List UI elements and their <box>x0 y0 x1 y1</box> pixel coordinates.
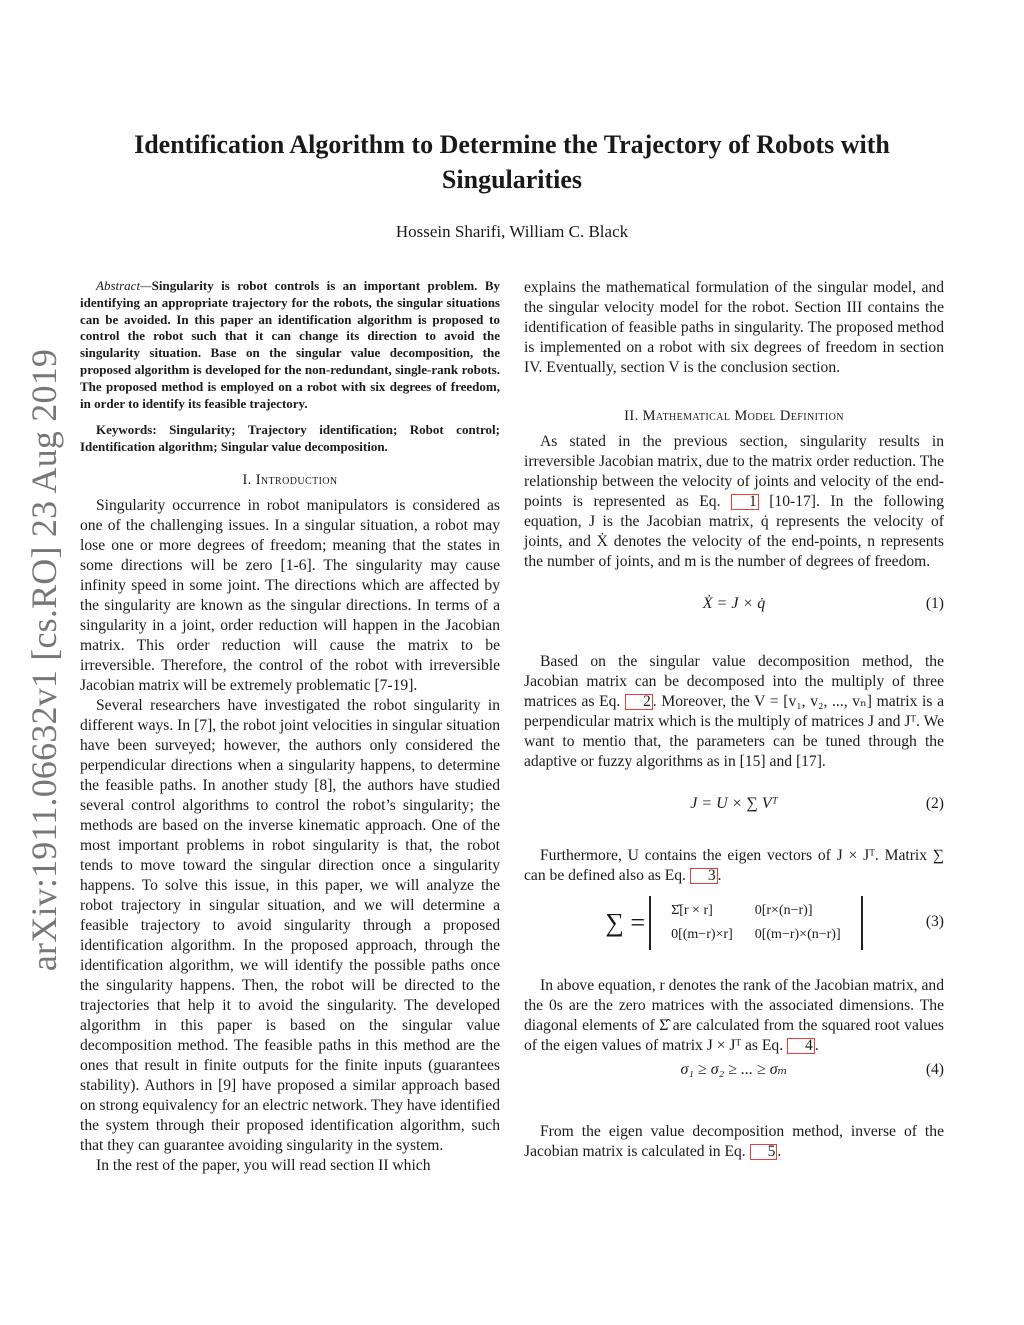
text-run: . <box>777 1143 782 1160</box>
equation-2 <box>524 794 944 846</box>
right-column <box>524 278 944 1162</box>
model-paragraph-2 <box>524 652 944 772</box>
model-paragraph-1 <box>524 432 944 572</box>
section-title: Mathematical Model Definition <box>642 408 844 424</box>
equation-link[interactable]: 5 <box>750 1144 778 1160</box>
equation-number: (2) <box>925 795 944 812</box>
equation-number: (4) <box>925 1061 944 1078</box>
equation-1 <box>524 594 944 638</box>
equation-number: (1) <box>925 595 944 612</box>
left-column <box>80 278 500 1176</box>
equation-link[interactable]: 4 <box>787 1038 815 1054</box>
keywords: Keywords: Singularity; Trajectory identification; Robot control; Identification algorithm; Singular value decomposition. <box>80 422 500 455</box>
section-title: Introduction <box>255 471 338 488</box>
equation-lhs: ∑ = <box>605 908 646 937</box>
intro-continuation: explains the mathematical formulation of the singular model, and the singular velocity model for the robot. Section III contains the identification of feasible paths in singularity. The proposed method is implemented on a robot with six degrees of freedom in section IV. Eventually, section V is the conclusion section. <box>524 279 944 376</box>
equation-link[interactable]: 3 <box>690 868 718 884</box>
paper-title: Identification Algorithm to Determine the Trajectory of Robots with Singularities <box>134 130 890 194</box>
matrix-cell: 0[r×(n−r)] <box>754 903 813 918</box>
model-paragraph-5 <box>524 1122 944 1162</box>
text-run: In above equation, r denotes the rank of the Jacobian matrix, and the 0s are the zero matrices with the associated dimensions. The diagonal elements of Σ̂ are calculated from the squared root values of the eigen values of matrix J × Jᵀ as Eq. <box>524 977 944 1054</box>
section-heading-introduction <box>80 470 500 490</box>
model-paragraph-3 <box>524 846 944 886</box>
section-number: II. <box>624 408 639 424</box>
text-run: As stated in the previous section, singularity results in irreversible Jacobian matrix, due to the matrix order reduction. The relationship between the velocity of joints and velocity of the end-points is represented as Eq. <box>524 433 944 510</box>
section-heading-model <box>524 406 944 426</box>
equation-number: (3) <box>925 913 944 930</box>
equation-link[interactable]: 2 <box>625 694 653 710</box>
abstract <box>80 278 500 412</box>
matrix-cell: 0[(m−r)×(n−r)] <box>754 927 841 942</box>
intro-paragraph-1: Singularity occurrence in robot manipulators is considered as one of the challenging issues. In a singular situation, a robot may lose one or more degrees of freedom; meaning that the states in some directions will be zero [1-6]. The singularity may cause infinity speed in some joint. The directions which are affected by the singularity are known as the singular directions. In terms of a singularity in a joint, order reduction will happen in the Jacobian matrix. This order reduction will cause the matrix to be irreversible. Therefore, the control of the robot with irreversible Jacobian matrix will be extremely problematic [7-19]. <box>80 496 500 694</box>
matrix-cell: 0[(m−r)×r] <box>671 927 733 942</box>
matrix-cell: Σ̂[r × r] <box>671 903 713 918</box>
equation-body: J = U × ∑ Vᵀ <box>690 795 778 812</box>
arxiv-side-stamp <box>24 348 64 972</box>
text-run: Based on the singular value decomposition method, the Jacobian matrix can be decomposed into the multiply of three matrices as Eq. <box>524 653 944 710</box>
text-run: . <box>814 1037 819 1054</box>
equation-4 <box>524 1060 944 1112</box>
equation-body: Ẋ = J × q̇ <box>702 595 766 612</box>
text-run: [10-17]. In the following equation, J is the Jacobian matrix, q̇ represents the velocity of joints, and Ẋ denotes the velocity of the end-points, n represents the number of joints, and m is the number of degrees of freedom. <box>524 493 945 570</box>
text-run: From the eigen value decomposition method, inverse of the Jacobian matrix is calculated in Eq. <box>524 1123 944 1160</box>
equation-link[interactable]: 1 <box>731 494 759 510</box>
section-number: I. <box>242 471 252 488</box>
model-paragraph-4 <box>524 976 944 1056</box>
abstract-label: Abstract— <box>96 278 152 293</box>
text-run: . <box>717 867 722 884</box>
equation-3 <box>524 896 944 970</box>
intro-paragraph-2: Several researchers have investigated the robot singularity in different ways. In [7], the robot joint velocities in singular situation have been surveyed; however, the authors only considered the perpendicular directions when a singularity happens, to determine the feasible paths. In another study [8], the authors have studied several control algorithms to control the robot’s singularity; the methods are based on the inverse kinematic approach. One of the most important problems in robot singularity is that, the robot tends to move toward the singular direction once a singularity happens. To solve this issue, in this paper, we will analyze the robot trajectory in singular situation, and we will determine a feasible trajectory to avoid singularity through a proposed identification algorithm. In the proposed approach, through the identification algorithm, we will identify the possible paths once the singularity happens. Then, the robot will be directed to the trajectories that help it to avoid the singularity. The developed algorithm in this paper is based on the singular value decomposition method. The feasible paths in this method are the ones that result in finite outputs for the finite inputs (guarantees stability). Authors in [9] have proposed a similar approach based on strong equivalency for an electric network. They have identified the system through their proposed identification algorithm, such that they can guarantee avoiding singularity in the system. <box>80 696 500 1154</box>
equation-body: σ₁ ≥ σ₂ ≥ ... ≥ σₘ <box>680 1061 788 1078</box>
abstract-text: Singularity is robot controls is an important problem. By identifying an appropriate trajectory for the robots, the singular situations can be avoided. In this paper an identification algorithm is proposed to control the robot such that it can change its direction to avoid the singularity situation. Base on the singular value decomposition, the proposed algorithm is developed for the non-redundant, single-rank robots. The proposed method is employed on a robot with six degrees of freedom, in order to identify its feasible trajectory. <box>80 278 500 411</box>
block-matrix <box>649 896 863 950</box>
intro-paragraph-3: In the rest of the paper, you will read section II which <box>96 1156 431 1174</box>
text-run: . Moreover, the V = [v₁, v₂, ..., vₙ] matrix is a perpendicular matrix which is the multiply of matrices J and Jᵀ. We want to mentio that, the parameters can be tuned through the adaptive or fuzzy algorithms as in [15] and [17]. <box>524 693 944 770</box>
text-run: Furthermore, U contains the eigen vectors of J × Jᵀ. Matrix ∑ can be defined also as Eq. <box>524 847 944 884</box>
author-list: Hossein Sharifi, William C. Black <box>395 222 629 241</box>
arxiv-identifier: arXiv:1911.06632v1 [cs.RO] 23 Aug 2019 <box>24 348 64 972</box>
